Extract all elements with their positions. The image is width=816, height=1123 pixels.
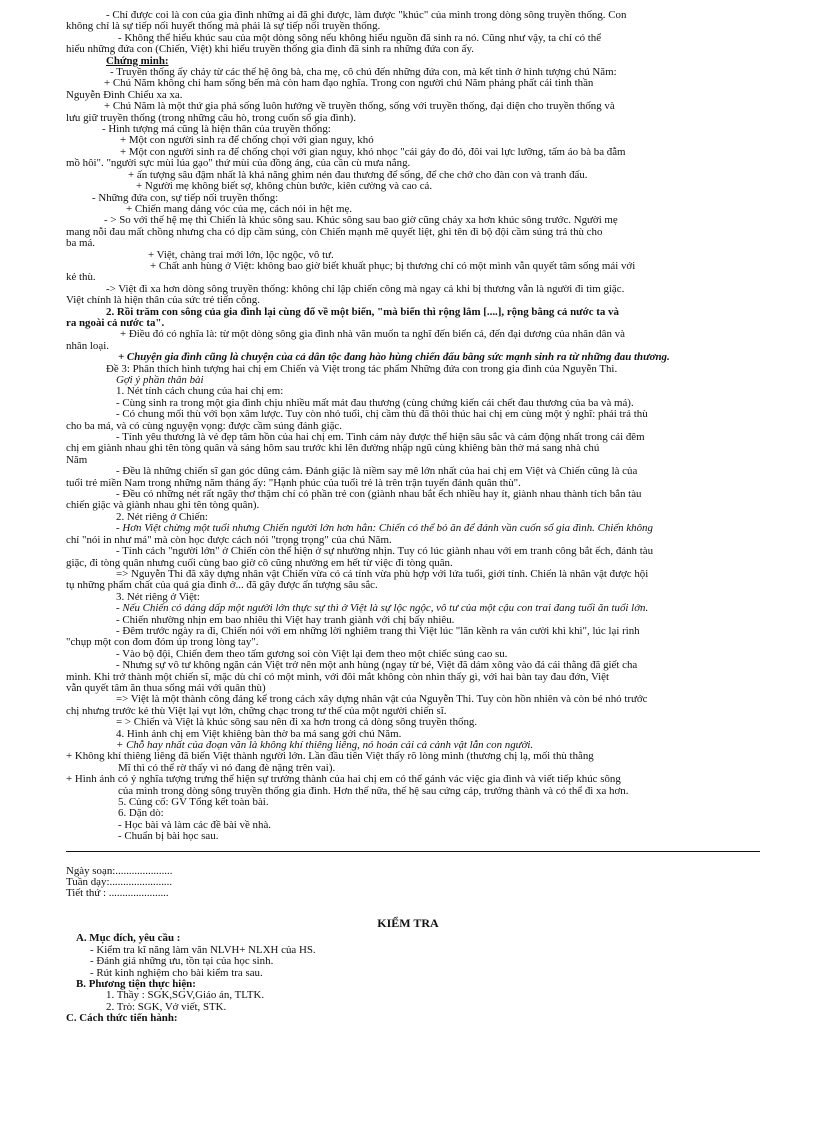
text-line: + Không khí thiêng liêng đã biến Việt thành người lớn. Lần đầu tiên Việt thấy rõ lòng mình (thương chị lạ, mối thù thằng (66, 751, 594, 763)
text-line: - Đều là những chiến sĩ gan góc dũng cảm. Đánh giặc là niềm say mê lớn nhất của hai chị em Việt và Chiến cũng là của (116, 466, 638, 478)
text-line: kẻ thù. (66, 272, 96, 284)
text-line: + Chiến mang dáng vóc của mẹ, cách nói in hệt mẹ. (126, 203, 353, 215)
text-line: + Một con người sinh ra để chống chọi với gian nguy, khó nhọc "cái gáy đo đỏ, đôi vai lực lưỡng, tấm áo bà ba đẫm (120, 146, 626, 158)
text-line: vẫn quyết tâm ăn thua sống mái với quân thù) (66, 682, 266, 694)
text-line: giặc, đi tòng quân nhưng cuối cùng bao giờ cô cũng nhường em hết từ việc đi tòng quân. (66, 557, 453, 569)
a-item-3: - Rút kinh nghiệm cho bài kiểm tra sau. (90, 967, 263, 979)
text-line: Mĩ thì có thể rờ thấy vì nó đang đè nặng trên vai). (118, 762, 336, 774)
text-line: hiểu những đứa con (Chiến, Việt) khi hiểu truyền thống gia đình đã sinh ra những đứa con ấy. (66, 44, 474, 56)
text-line: 5. Củng cố: GV Tổng kết toàn bài. (118, 797, 269, 809)
text-line: 2. Nét riêng ở Chiến: (116, 511, 208, 523)
b-item-2: 2. Trò: SGK, Vở viết, STK. (106, 1001, 227, 1013)
text-line: - Tính cách "người lớn" ở Chiến còn thể hiện ở sự nhường nhịn. Tuy có lúc giành nhau với em tranh công bắt ếch, đánh tàu (116, 546, 654, 558)
text-line: + Một con người sinh ra để chống chọi với gian nguy, khó (120, 135, 374, 147)
text-line: Năm (66, 454, 88, 466)
text-line: - Đều có những nét rất ngây thơ thậm chí có phần trẻ con (giành nhau bắt ếch nhiều hay ít, giành nhau thành tích bắn tàu (116, 489, 642, 501)
text-line: lưu giữ truyền thống (trong những câu hò, trong cuốn sổ gia đình). (66, 112, 356, 124)
week-label: Tuần dạy:....................... (66, 877, 173, 889)
text-line: - Nếu Chiến có dáng dấp một người lớn thực sự thì ở Việt là sự lộc ngộc, vô tư của một cậu con trai đang tuổi ăn tuổi lớn. (116, 603, 649, 615)
text-line: tuổi trẻ miền Nam trong những năm tháng ấy: "Hạnh phúc của tuổi trẻ là trên trận tuyến đánh quân thù". (66, 477, 521, 489)
text-line: -> Việt đi xa hơn dòng sông truyền thống: không chỉ lập chiến công mà ngay cả khi bị thương vẫn là người đi tìm giặc. (106, 283, 625, 295)
section-b-heading: B. Phương tiện thực hiện: (76, 978, 196, 990)
text-line: chị em giành nhau ghi tên tòng quân và sáng hôm sau trước khi lên đường nhập ngũ cùng khiêng bàn thờ má sang nhà chú (66, 443, 600, 455)
text-line: - Chiến nhường nhịn em bao nhiêu thì Việt hay tranh giành với chị bấy nhiêu. (116, 614, 455, 626)
text-line: => Nguyễn Thi đã xây dựng nhân vật Chiến vừa có cá tính vừa phù hợp với lứa tuổi, giới tính. Chiến là nhân vật được hội (116, 568, 649, 580)
a-item-2: - Đánh giá những ưu, tồn tại của học sinh. (90, 956, 274, 968)
text-line: - Chỉ được coi là con của gia đình những ai đã ghi được, làm được "khúc" của mình trong dòng sông truyền thống. Con (106, 10, 627, 21)
text-line: chiến giặc và giành nhau ghi tên tòng quân). (66, 500, 260, 512)
text-line: + Chất anh hùng ở Việt: không bao giờ biết khuất phục; bị thương chỉ có một mình vẫn quyết tâm sống mái với (150, 260, 636, 272)
text-line: - > So với thế hệ mẹ thì Chiến là khúc sông sau. Khúc sông sau bao giờ cũng chảy xa hơn khúc sông trước. Người mẹ (104, 215, 618, 227)
text-line: mồ hôi". "người sực mùi lúa gạo" thứ mùi của đồng áng, của cần cù mưa nắng. (66, 158, 411, 170)
exam-section (0, 933, 816, 1024)
text-line: chỉ "nói in như má" mà còn học được cách nói "trọng trọng" của chú Năm. (66, 534, 392, 546)
text-line: + Việt, chàng trai mới lớn, lộc ngộc, vô tư. (148, 249, 334, 261)
text-line: 3. Nét riêng ở Việt: (116, 591, 200, 603)
text-line: Đề 3: Phân thích hình tượng hai chị em Chiến và Việt trong tác phẩm Những đứa con trong gia đình của Nguyễn Thi. (106, 363, 618, 375)
text-line: chị nhưng trước kẻ thù Việt lại vụt lớn, chững chạc trong tư thế của một người chiến sĩ. (66, 705, 447, 717)
a-item-1: - Kiểm tra kĩ năng làm văn NLVH+ NLXH của HS. (90, 944, 316, 956)
text-line: Gợi ý phần thân bài (116, 375, 204, 386)
text-line: - Hình tượng má cũng là hiện thân của truyền thống: (102, 124, 331, 136)
text-line: - Nhưng sự vô tư không ngăn cản Việt trở nên một anh hùng (ngay từ bé, Việt đã dám xông vào đá cái thằng đã giết cha (116, 660, 638, 672)
text-line: nhân loại. (66, 340, 109, 352)
text-line: + Điều đó có nghĩa là: từ một dòng sông gia đình nhà văn muốn ta nghĩ đến biển cả, đến đại dương của nhân dân và (120, 329, 625, 341)
text-line: của mình trong dòng sông truyền thống gia đình. Hơn thế nữa, thế hệ sau cứng cáp, trưởng thành và có thể đi xa hơn. (118, 785, 629, 797)
text-line: - Những đứa con, sự tiếp nối truyền thống: (92, 192, 279, 204)
text-line: - Đêm trước ngày ra đi, Chiến nói với em những lời nghiêm trang thì Việt lúc "lăn kềnh ra ván cười khì khì", lúc lại rình (116, 625, 640, 637)
text-line: 4. Hình ảnh chị em Việt khiêng bàn thờ ba má sang gởi chú Năm. (116, 728, 402, 740)
text-line: ba má. (66, 238, 96, 250)
text-line: + Chú Năm là một thứ gia phả sống luôn hướng về truyền thống, sống với truyền thống, đại diện cho truyền thống và (104, 101, 615, 113)
section-c-heading: C. Cách thức tiến hành: (66, 1013, 178, 1025)
text-line: + Người mẹ không biết sợ, không chùn bước, kiên cường và cao cả. (136, 181, 433, 193)
text-line: cho ba má, và có cùng nguyện vọng: được cầm súng đánh giặc. (66, 420, 342, 432)
lesson-meta (66, 866, 816, 900)
text-line: tụ những phẩm chất của quá gia đình ở... đã gây được ấn tượng sâu sắc. (66, 580, 378, 592)
text-line: + ấn tượng sâu đậm nhất là khả năng ghìm nén đau thương để sống, để che chở cho đàn con và tranh đấu. (128, 169, 588, 181)
text-line: "chụp một con đom đóm úp trong lòng tay". (66, 637, 259, 649)
section-a-heading: A. Mục đích, yêu cầu : (76, 933, 181, 945)
text-line: - Chuẩn bị bài học sau. (118, 831, 219, 843)
text-line: ra ngoài cả nước ta". (66, 317, 165, 329)
date-label: Ngày soạn:..................... (66, 865, 173, 877)
text-line: - Truyền thống ấy chảy từ các thế hệ ông bà, cha mẹ, cô chú đến những đứa con, mà kết tinh ở hình tượng chú Năm: (110, 67, 617, 79)
b-item-1: 1. Thầy : SGK,SGV,Giáo án, TLTK. (106, 990, 265, 1002)
text-line: - Cùng sinh ra trong một gia đình chịu nhiều mất mát đau thương (cùng chứng kiến cái chết đau thương của ba và má). (116, 397, 634, 409)
text-line: + Chú Năm không chỉ ham sống bến mà còn ham đạo nghĩa. Trong con người chú Năm phảng phất cái tinh thần (104, 78, 594, 90)
text-line: 6. Dặn dò: (118, 808, 164, 820)
text-line: - Tính yêu thương là vẻ đẹp tâm hồn của hai chị em. Tình cảm này được thể hiện sâu sắc và cảm động nhất trong cái đêm (116, 432, 645, 444)
text-line: mang nỗi đau mất chồng nhưng cha có dịp cầm súng, còn Chiến mạnh mẽ quyết liệt, ghi tên đi bộ đội cầm súng trả thù cho (66, 226, 603, 238)
lesson-body (0, 10, 816, 843)
text-line: mình. Khi trở thành một chiến sĩ, mặc dù chỉ có một mình, với đôi mắt không còn nhìn thấy gì, với hai bàn tay đau đớn, Việt (66, 671, 610, 683)
text-line: - Có chung mối thù với bọn xâm lược. Tuy còn nhỏ tuổi, chị cầm thù đã thôi thúc hai chị em cùng một ý nghĩ: phải trả thù (116, 409, 648, 421)
text-line: không chỉ là sự tiếp nối huyết thống mà phải là sự tiếp nối truyền thống. (66, 21, 381, 33)
text-line: Việt chính là hiện thân của sức trẻ tiến công. (66, 295, 260, 307)
exam-title: KIỂM TRA (377, 915, 439, 930)
text-line: - Hơn Việt chừng một tuổi nhưng Chiến người lớn hơn hẳn: Chiến có thể bỏ ăn để đánh vần cuốn sổ gia đình. Chiến không (116, 523, 653, 535)
text-line: + Chuyện gia đình cũng là chuyện của cả dân tộc đang hào hùng chiến đấu bằng sức mạnh sinh ra từ những đau thương. (118, 352, 670, 364)
text-line: - Vào bộ đội, Chiến đem theo tấm gương soi còn Việt lại đem theo một chiếc súng cao su. (116, 648, 508, 660)
text-line: + Hình ảnh có ý nghĩa tượng trưng thể hiện sự trưởng thành của hai chị em có thể gánh vác việc gia đình và viết tiếp khúc sông (66, 774, 621, 786)
text-line: - Học bài và làm các đề bài về nhà. (118, 819, 272, 831)
text-line: = > Chiến và Việt là khúc sông sau nên đi xa hơn trong cả dòng sông truyền thống. (116, 717, 478, 729)
text-line: - Không thể hiểu khúc sau của một dòng sông nếu không hiểu nguồn đã sinh ra nó. Cũng như vậy, ta chỉ có thể (118, 32, 602, 44)
text-line: Chứng minh: (106, 55, 169, 67)
text-line: 2. Rồi trăm con sông của gia đình lại cùng đổ về một biển, "mà biển thì rộng lắm [....], rộng bằng cả nước ta và (106, 306, 619, 318)
section-divider (66, 851, 760, 852)
text-line: + Chỗ hay nhất của đoạn văn là không khí thiêng liêng, nó hoán cải cả cảnh vật lẫn con người. (116, 740, 534, 751)
text-line: Nguyễn Đình Chiểu xa xa. (66, 89, 183, 101)
period-label: Tiết thứ : ...................... (66, 888, 169, 900)
text-line: => Việt là một thành công đáng kể trong cách xây dựng nhân vật của Nguyễn Thi. Tuy còn hồn nhiên và còn bé nhỏ trước (116, 694, 648, 706)
text-line: 1. Nét tính cách chung của hai chị em: (116, 386, 284, 398)
